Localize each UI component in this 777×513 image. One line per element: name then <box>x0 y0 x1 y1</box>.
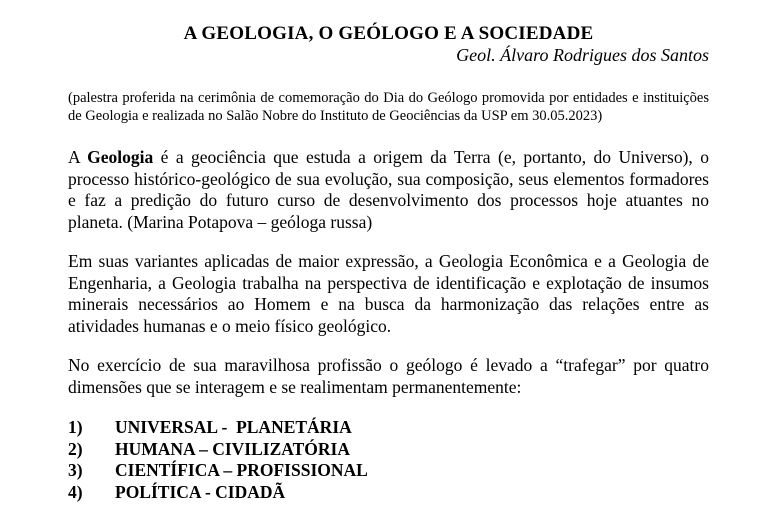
list-item-label: POLÍTICA - CIDADÃ <box>115 481 286 502</box>
list-item-number: 3) <box>68 460 83 480</box>
list-item-number: 4) <box>68 481 83 502</box>
document-title: A GEOLOGIA, O GEÓLOGO E A SOCIEDADE <box>183 23 594 44</box>
dimensions-list <box>68 417 709 503</box>
list-item <box>68 439 709 461</box>
paragraph-applied-geology: Em suas variantes aplicadas de maior expressão, a Geologia Econômica e a Geologia de Engenharia, a Geologia trabalha na perspectiva de identificação e explotação de insumos minerais necessários ao Homem e na busca da harmonização das relações entre as atividades humanas e o meio físico geológico. <box>68 251 709 336</box>
list-item <box>68 460 709 482</box>
list-item-number: 1) <box>68 417 83 437</box>
author-line: Geol. Álvaro Rodrigues dos Santos <box>456 45 709 65</box>
list-item <box>68 417 709 439</box>
paragraph-dimensions-intro: No exercício de sua maravilhosa profissão o geólogo é levado a “trafegar” por quatro dimensões que se interagem e se realimentam permanentemente: <box>68 355 709 397</box>
list-item <box>68 482 709 504</box>
list-item-label: HUMANA – CIVILIZATÓRIA <box>115 438 350 459</box>
list-item-label: CIENTÍFICA – PROFISSIONAL <box>115 460 368 480</box>
paragraph-lead: A <box>68 147 88 167</box>
paragraph-rest: é a geociência que estuda a origem da Terra (e, portanto, do Universo), o processo histórico-geológico de sua evolução, sua composição, seus elementos formadores e faz a predição do futuro curso de desenvolvimento dos processos hoje atuantes no planeta. (Marina Potapova – geóloga russa) <box>68 147 709 232</box>
lecture-note: (palestra proferida na cerimônia de comemoração do Dia do Geólogo promovida por entidades e instituições de Geologia e realizada no Salão Nobre do Instituto de Geociências da USP em 30.05.2023) <box>68 90 709 124</box>
paragraph-geology-definition <box>68 147 709 233</box>
list-item-label: UNIVERSAL - PLANETÁRIA <box>115 417 352 437</box>
term-geologia: Geologia <box>87 147 154 167</box>
list-item-number: 2) <box>68 438 83 459</box>
